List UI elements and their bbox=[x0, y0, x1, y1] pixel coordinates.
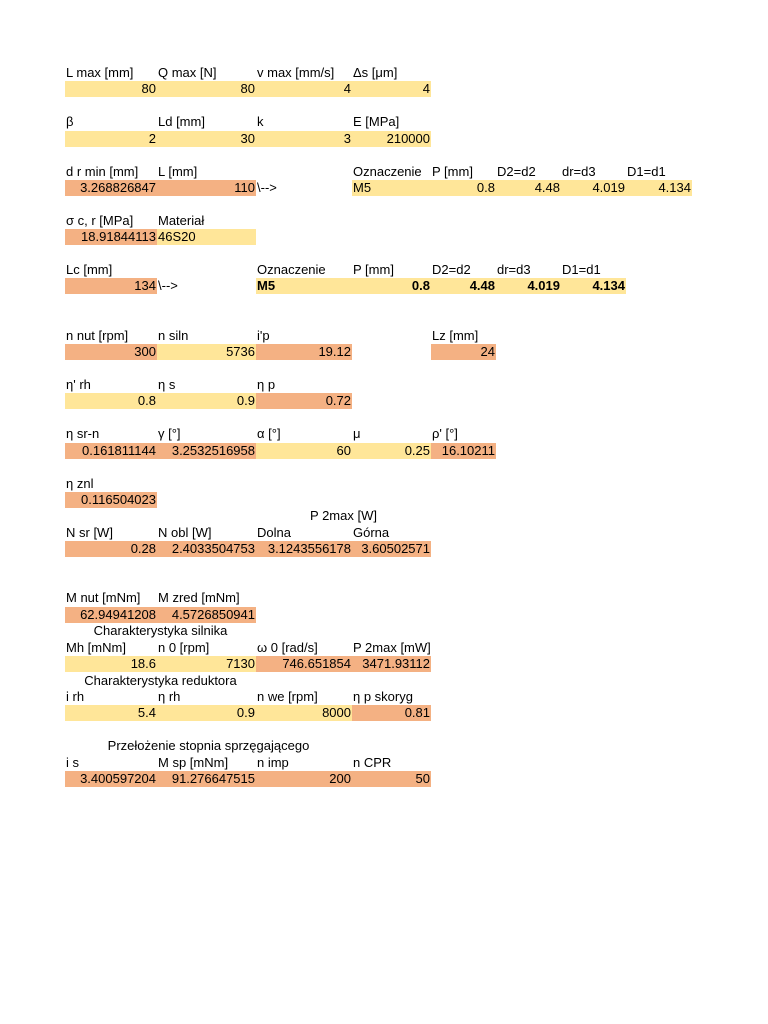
sheet-cell[interactable]: 8000 bbox=[256, 705, 352, 721]
sheet-cell[interactable]: μ bbox=[353, 426, 361, 442]
sheet-cell[interactable]: P 2max [W] bbox=[310, 508, 377, 524]
sheet-cell[interactable]: 0.9 bbox=[157, 393, 256, 409]
sheet-cell[interactable]: P [mm] bbox=[353, 262, 394, 278]
sheet-cell[interactable]: 5.4 bbox=[65, 705, 157, 721]
sheet-cell[interactable]: Oznaczenie bbox=[257, 262, 326, 278]
sheet-cell[interactable]: Δs [μm] bbox=[353, 65, 398, 80]
sheet-cell[interactable]: Górna bbox=[353, 524, 390, 540]
sheet-cell[interactable]: 210000 bbox=[352, 131, 431, 147]
sheet-cell[interactable]: Q max [N] bbox=[158, 65, 217, 80]
sheet-cell[interactable]: D2=d2 bbox=[497, 163, 536, 179]
sheet-cell[interactable]: N sr [W] bbox=[66, 524, 113, 540]
sheet-cell[interactable]: N obl [W] bbox=[158, 524, 212, 540]
sheet-cell[interactable]: 110 bbox=[157, 180, 256, 196]
sheet-cell[interactable]: 4.134 bbox=[561, 278, 626, 294]
sheet-cell[interactable]: n siln bbox=[158, 327, 189, 343]
sheet-cell[interactable]: 746.651854 bbox=[256, 656, 352, 672]
sheet-cell[interactable]: η p bbox=[257, 376, 276, 392]
sheet-cell[interactable]: 3.268826847 bbox=[65, 180, 157, 196]
sheet-cell[interactable]: 62.94941208 bbox=[65, 607, 157, 623]
sheet-cell[interactable]: β bbox=[66, 114, 74, 130]
sheet-cell[interactable]: 18.91844113 bbox=[65, 229, 157, 245]
sheet-cell[interactable]: L max [mm] bbox=[66, 65, 134, 80]
sheet-cell[interactable]: α [°] bbox=[257, 426, 281, 442]
sheet-cell[interactable]: 3.60502571 bbox=[352, 541, 431, 557]
sheet-cell[interactable]: D1=d1 bbox=[627, 163, 666, 179]
sheet-cell[interactable]: 0.8 bbox=[65, 393, 157, 409]
sheet-cell[interactable]: dr=d3 bbox=[497, 262, 531, 278]
sheet-cell[interactable]: η s bbox=[158, 376, 176, 392]
sheet-cell[interactable]: D1=d1 bbox=[562, 262, 601, 278]
sheet-cell[interactable]: M5 bbox=[352, 180, 431, 196]
sheet-cell[interactable]: P [mm] bbox=[432, 163, 473, 179]
sheet-cell[interactable]: v max [mm/s] bbox=[257, 65, 335, 80]
sheet-cell[interactable]: Przełożenie stopnia sprzęgającego bbox=[107, 738, 310, 754]
sheet-cell[interactable]: 0.116504023 bbox=[65, 492, 157, 508]
sheet-cell[interactable]: 300 bbox=[65, 344, 157, 360]
sheet-cell[interactable]: ρ' [°] bbox=[432, 426, 458, 442]
sheet-cell[interactable]: Lz [mm] bbox=[432, 327, 479, 343]
sheet-cell[interactable]: 0.9 bbox=[157, 705, 256, 721]
sheet-cell[interactable]: k bbox=[257, 114, 264, 130]
sheet-cell[interactable]: n CPR bbox=[353, 754, 392, 770]
sheet-cell[interactable]: n imp bbox=[257, 754, 289, 770]
sheet-cell[interactable]: \--> bbox=[257, 179, 277, 195]
sheet-cell[interactable]: 30 bbox=[157, 131, 256, 147]
sheet-cell[interactable]: Oznaczenie bbox=[353, 163, 422, 179]
sheet-cell[interactable]: M zred [mNm] bbox=[158, 590, 240, 606]
sheet-cell[interactable]: 5736 bbox=[157, 344, 256, 360]
sheet-cell[interactable]: 4 bbox=[352, 81, 431, 97]
sheet-cell[interactable]: 3.2532516958 bbox=[157, 443, 256, 459]
sheet-cell[interactable]: d r min [mm] bbox=[66, 163, 139, 179]
sheet-cell[interactable]: 4.48 bbox=[431, 278, 496, 294]
sheet-cell[interactable]: Charakterystyka reduktora bbox=[84, 672, 237, 688]
sheet-cell[interactable]: 0.81 bbox=[352, 705, 431, 721]
sheet-cell[interactable]: Mh [mNm] bbox=[66, 639, 126, 655]
sheet-cell[interactable]: 19.12 bbox=[256, 344, 352, 360]
sheet-cell[interactable]: η p skoryg bbox=[353, 688, 413, 704]
sheet-cell[interactable]: 0.25 bbox=[352, 443, 431, 459]
sheet-cell[interactable]: 3.400597204 bbox=[65, 771, 157, 787]
sheet-cell[interactable]: 60 bbox=[256, 443, 352, 459]
sheet-cell[interactable]: γ [°] bbox=[158, 426, 181, 442]
sheet-cell[interactable]: 2.4033504753 bbox=[157, 541, 256, 557]
sheet-cell[interactable]: 7130 bbox=[157, 656, 256, 672]
sheet-cell[interactable]: 0.8 bbox=[352, 278, 431, 294]
sheet-cell[interactable]: 18.6 bbox=[65, 656, 157, 672]
sheet-cell[interactable]: M5 bbox=[256, 278, 352, 294]
sheet-cell[interactable]: 134 bbox=[65, 278, 157, 294]
sheet-cell[interactable]: 4.48 bbox=[496, 180, 561, 196]
sheet-cell[interactable]: η znl bbox=[66, 475, 94, 491]
sheet-cell[interactable]: 200 bbox=[256, 771, 352, 787]
sheet-cell[interactable]: ω 0 [rad/s] bbox=[257, 639, 318, 655]
sheet-cell[interactable]: 16.10211 bbox=[431, 443, 496, 459]
sheet-cell[interactable]: 91.276647515 bbox=[157, 771, 256, 787]
sheet-cell[interactable]: n 0 [rpm] bbox=[158, 639, 210, 655]
sheet-cell[interactable]: Lc [mm] bbox=[66, 262, 113, 278]
sheet-cell[interactable]: 80 bbox=[157, 81, 256, 97]
sheet-cell[interactable]: dr=d3 bbox=[562, 163, 596, 179]
sheet-cell[interactable]: n nut [rpm] bbox=[66, 327, 129, 343]
sheet-cell[interactable]: 0.8 bbox=[431, 180, 496, 196]
sheet-cell[interactable]: η rh bbox=[158, 688, 181, 704]
sheet-cell[interactable]: i s bbox=[66, 754, 79, 770]
sheet-cell[interactable]: L [mm] bbox=[158, 163, 198, 179]
sheet-cell[interactable]: 2 bbox=[65, 131, 157, 147]
sheet-cell[interactable]: 24 bbox=[431, 344, 496, 360]
sheet-cell[interactable]: 80 bbox=[65, 81, 157, 97]
sheet-cell[interactable]: η sr-n bbox=[66, 426, 100, 442]
sheet-cell[interactable]: Charakterystyka silnika bbox=[93, 623, 228, 639]
sheet-cell[interactable]: 3471.93112 bbox=[352, 656, 431, 672]
sheet-cell[interactable]: \--> bbox=[158, 278, 178, 294]
sheet-cell[interactable]: Materiał bbox=[158, 212, 205, 228]
sheet-cell[interactable]: 0.28 bbox=[65, 541, 157, 557]
sheet-cell[interactable]: i'p bbox=[257, 327, 270, 343]
sheet-cell[interactable]: 4.5726850941 bbox=[157, 607, 256, 623]
sheet-cell[interactable]: 4 bbox=[256, 81, 352, 97]
sheet-cell[interactable]: P 2max [mW] bbox=[353, 639, 431, 655]
sheet-cell[interactable]: 4.019 bbox=[496, 278, 561, 294]
sheet-cell[interactable]: n we [rpm] bbox=[257, 688, 318, 704]
sheet-cell[interactable]: M sp [mNm] bbox=[158, 754, 229, 770]
sheet-cell[interactable]: Ld [mm] bbox=[158, 114, 205, 130]
sheet-cell[interactable]: 46S20 bbox=[157, 229, 256, 245]
sheet-cell[interactable]: 0.72 bbox=[256, 393, 352, 409]
sheet-cell[interactable]: 50 bbox=[352, 771, 431, 787]
sheet-cell[interactable]: i rh bbox=[66, 688, 85, 704]
sheet-cell[interactable]: 3 bbox=[256, 131, 352, 147]
sheet-cell[interactable]: 4.134 bbox=[626, 180, 692, 196]
sheet-cell[interactable]: η' rh bbox=[66, 376, 91, 392]
sheet-cell[interactable]: M nut [mNm] bbox=[66, 590, 141, 606]
sheet-cell[interactable]: 0.161811144 bbox=[65, 443, 157, 459]
sheet-cell[interactable]: 4.019 bbox=[561, 180, 626, 196]
sheet-cell[interactable]: D2=d2 bbox=[432, 262, 471, 278]
sheet-cell[interactable]: 3.1243556178 bbox=[256, 541, 352, 557]
sheet-cell[interactable]: Dolna bbox=[257, 524, 291, 540]
sheet-cell[interactable]: E [MPa] bbox=[353, 114, 400, 130]
sheet-cell[interactable]: σ c, r [MPa] bbox=[66, 212, 134, 228]
